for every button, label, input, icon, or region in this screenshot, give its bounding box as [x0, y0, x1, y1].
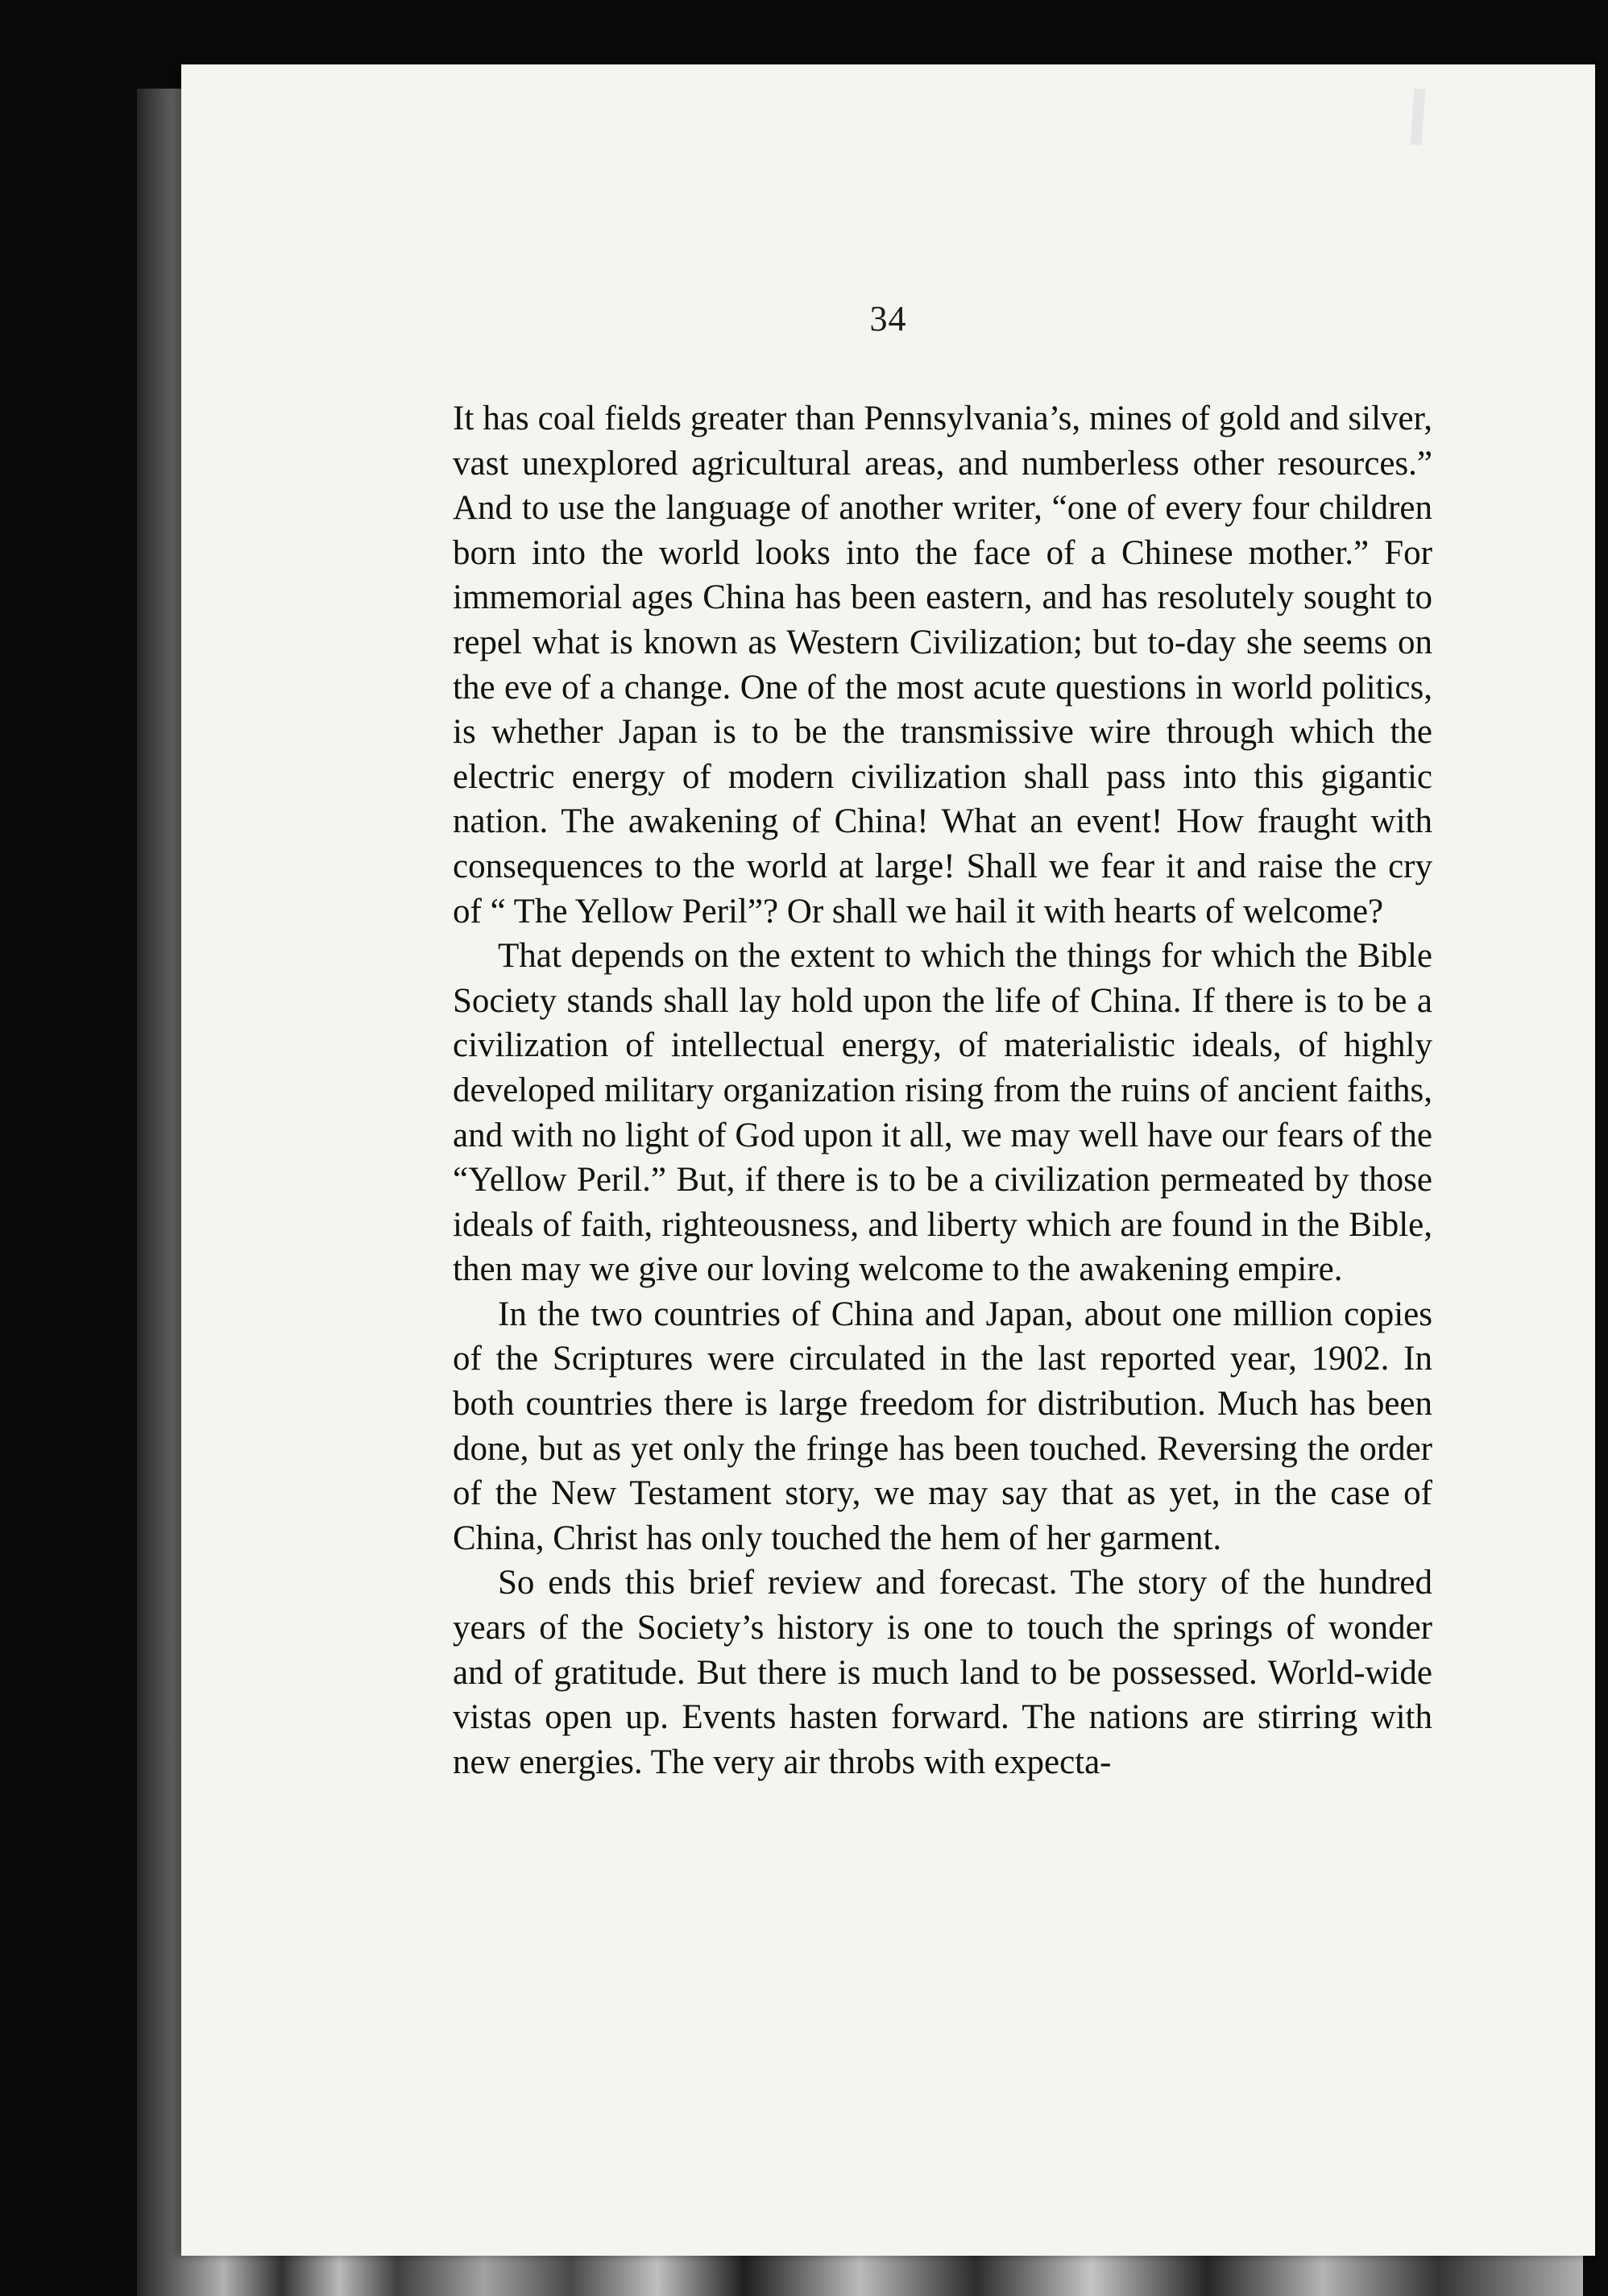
book-page: [181, 64, 1595, 2256]
paragraph-2: That depends on the extent to which the things for which the Bible Society stands shall lay hold upon the life of China. If there is to be a civilization of intellectual energy, of materialistic ideals, of highly developed military organization rising from the ruins of ancient faiths, and with no light of God upon it all, we may well have our fears of the “Yellow Peril.” But, if there is to be a civilization permeated by those ideals of faith, righteousness, and liberty which are found in the Bible, then may we give our loving welcome to the awakening empire.: [453, 937, 1432, 1289]
paragraph-4: So ends this brief review and forecast. The story of the hundred years of the Society’s history is one to touch the springs of wonder and of gratitude. But there is much land to be possessed. World-wide vistas open up. Events hasten forward. The nations are stirring with new energies. The very air throbs with expecta-: [453, 1564, 1432, 1781]
paragraph-1: It has coal fields greater than Pennsylvania’s, mines of gold and silver, vast unexplored agricultural areas, and numberless other resources.” And to use the language of another writer, “one of every four children born into the world looks into the face of a Chinese mother.” For immemorial ages China has been eastern, and has resolutely sought to repel what is known as Western Civilization; but to-day she seems on the eve of a change. One of the most acute questions in world politics, is whether Japan is to be the transmissive wire through which the electric energy of modern civilization shall pass into this gigantic nation. The awakening of China! What an event! How fraught with consequences to the world at large! Shall we fear it and raise the cry of “ The Yellow Peril”? Or shall we hail it with hearts of welcome?: [453, 400, 1432, 930]
page-number: 34: [869, 299, 907, 338]
page-corner-mark: [1411, 89, 1426, 146]
body-text: [453, 396, 1432, 1784]
paragraph-3: In the two countries of China and Japan, about one million copies of the Scriptures were circulated in the last reported year, 1902. In both countries there is large freedom for distribution. Much has been done, but as yet only the fringe has been touched. Reversing the order of the New Testament story, we may say that as yet, in the case of China, Christ has only touched the hem of her garment.: [453, 1295, 1432, 1557]
